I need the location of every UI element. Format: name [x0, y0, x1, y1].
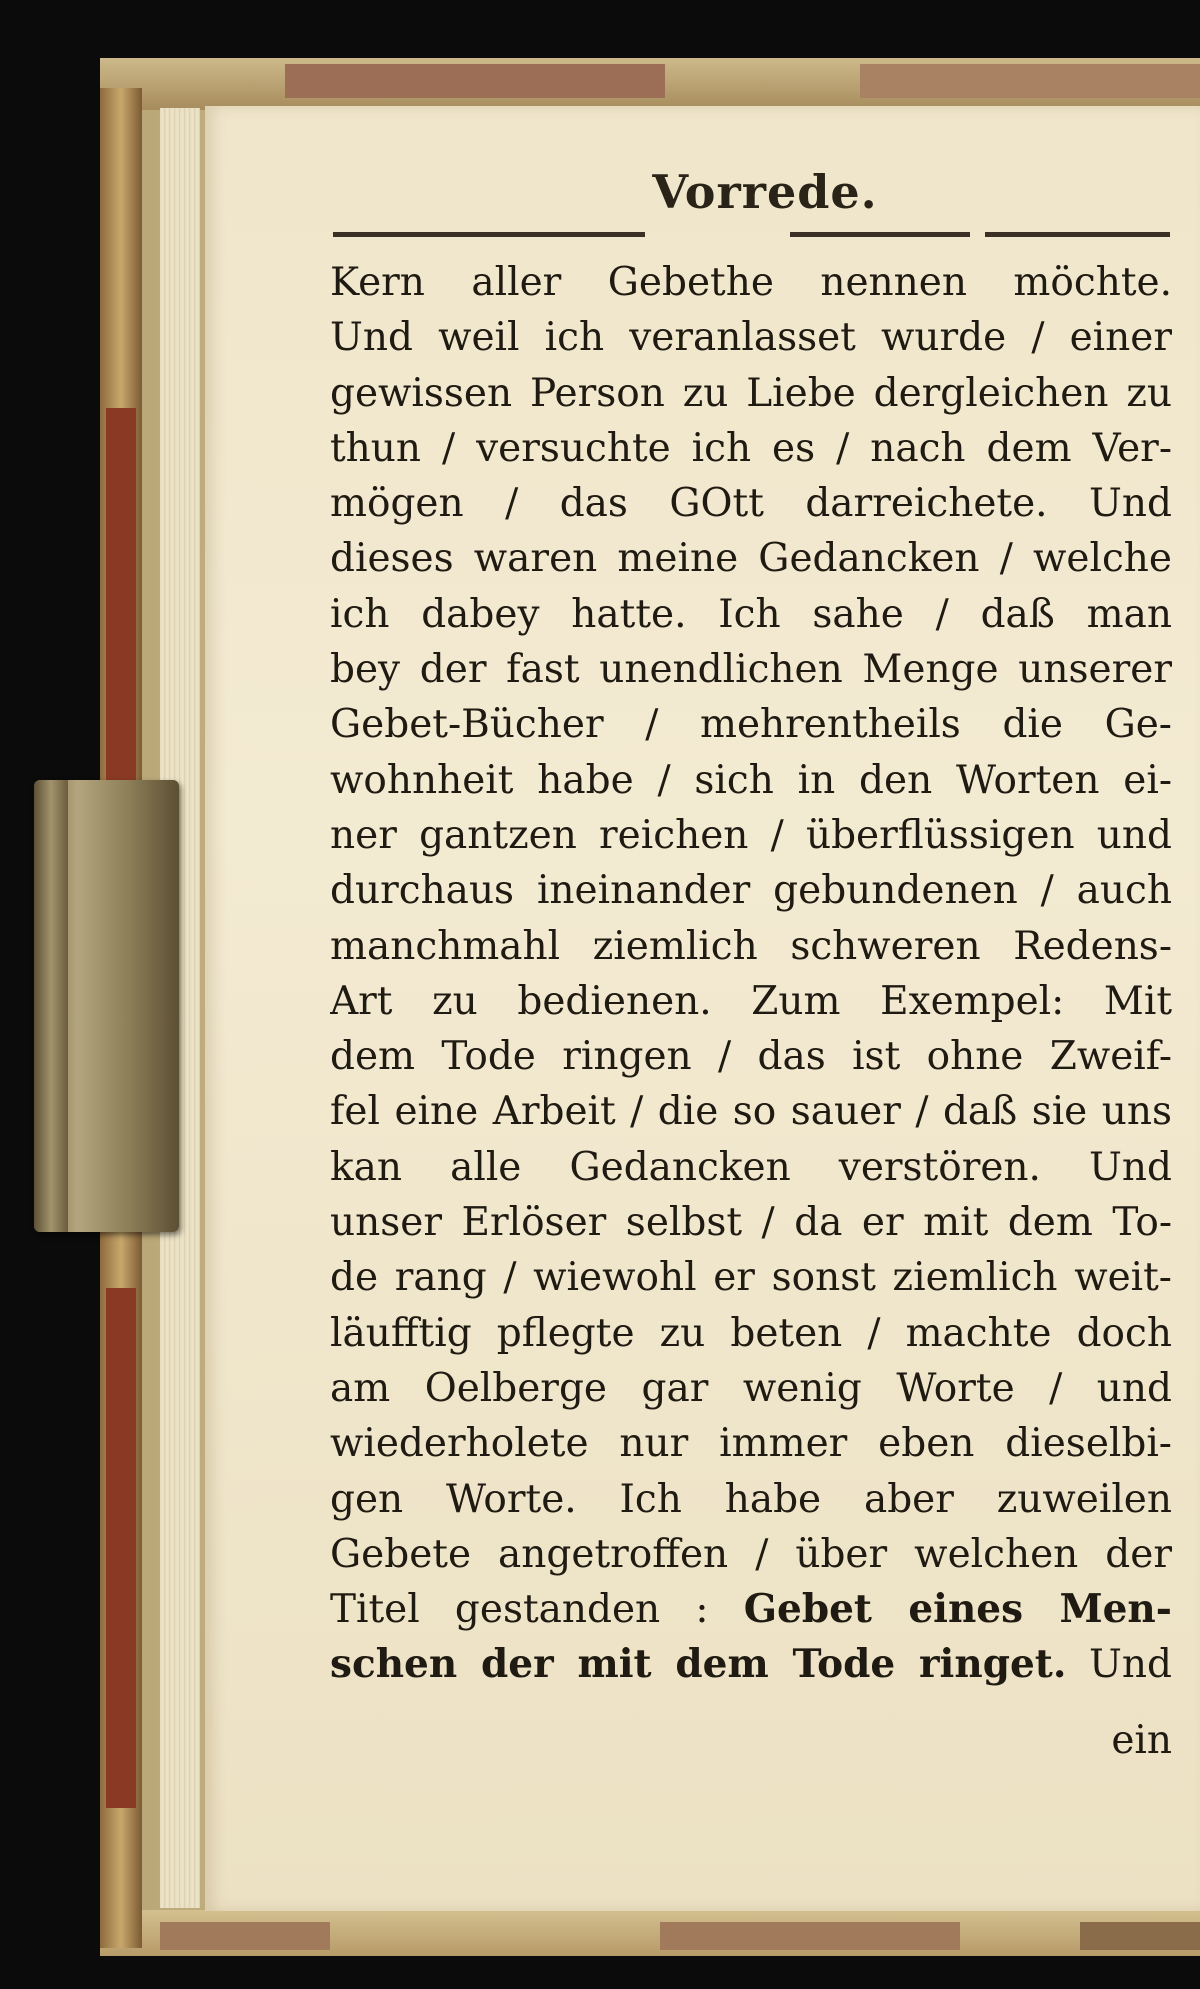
cover-wear-patch [160, 1922, 330, 1950]
running-head: Vorrede. [652, 165, 878, 219]
cover-wear-patch [1080, 1922, 1200, 1950]
text-line: manchmahl ziemlich schweren Redens- [330, 923, 1172, 969]
text-fragment: Und [1089, 1642, 1172, 1688]
text-line: ich dabey hatte. Ich sahe / daß man [330, 591, 1172, 637]
text-line: wiederholete nur immer eben dieselbi- [330, 1421, 1172, 1467]
text-line: ner gantzen reichen / überflüssigen und [330, 812, 1172, 858]
text-line: am Oelberge gar wenig Worte / und [330, 1365, 1172, 1411]
spine-red-band [106, 1288, 136, 1808]
text-line: Und weil ich veranlasset wurde / einer [330, 315, 1172, 361]
text-line: dem Tode ringen / das ist ohne Zweif- [330, 1034, 1172, 1080]
metal-clasp [34, 780, 179, 1232]
catchword: ein [1111, 1718, 1172, 1763]
cover-wear-patch [860, 64, 1200, 98]
bold-heading-text: Gebet eines Men- [743, 1586, 1172, 1633]
text-line: gewissen Person zu Liebe dergleichen zu [330, 370, 1172, 416]
text-line: Kern aller Gebethe nennen möchte. [330, 260, 1172, 305]
text-line: wohnheit habe / sich in den Worten ei- [330, 757, 1172, 803]
text-line [330, 1637, 1172, 1692]
text-line: unser Erlöser selbst / da er mit dem To- [330, 1200, 1172, 1246]
header-rule [790, 232, 970, 237]
body-text [330, 255, 1172, 1693]
bold-heading-text: schen der mit dem Tode ringet. [330, 1641, 1067, 1688]
cover-top-edge [100, 58, 1200, 110]
text-line: de rang / wiewohl er sonst ziemlich weit- [330, 1255, 1172, 1301]
text-line: Art zu bedienen. Zum Exempel: Mit [330, 978, 1172, 1024]
text-line: durchaus ineinander gebundenen / auch [330, 868, 1172, 914]
text-line: bey der fast unendlichen Menge unserer [330, 647, 1172, 693]
text-line: Gebete angetroffen / über welchen der [330, 1531, 1172, 1577]
text-fragment: Titel gestanden : [330, 1587, 709, 1633]
header-rule [985, 232, 1170, 237]
text-line: läufftig pflegte zu beten / machte doch [330, 1310, 1172, 1356]
cover-wear-patch [660, 1922, 960, 1950]
text-line: kan alle Gedancken verstören. Und [330, 1144, 1172, 1190]
text-line: Gebet-Bücher / mehrentheils die Ge- [330, 702, 1172, 748]
text-line [330, 1582, 1172, 1637]
text-line: mögen / das GOtt darreichete. Und [330, 481, 1172, 527]
cover-wear-patch [285, 64, 665, 98]
text-line: dieses waren meine Gedancken / welche [330, 536, 1172, 582]
clasp-hinge [34, 780, 68, 1232]
text-line: thun / versuchte ich es / nach dem Ver- [330, 425, 1172, 471]
cover-bottom-edge [100, 1910, 1200, 1956]
text-line: gen Worte. Ich habe aber zuweilen [330, 1476, 1172, 1522]
text-line: fel eine Arbeit / die so sauer / daß sie uns [330, 1089, 1172, 1135]
header-rule [333, 232, 645, 237]
